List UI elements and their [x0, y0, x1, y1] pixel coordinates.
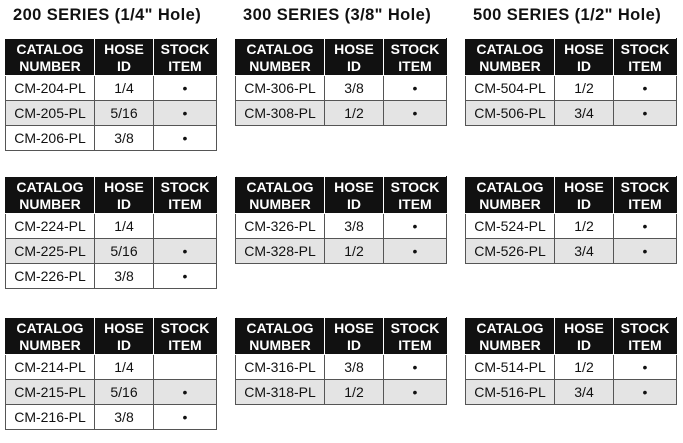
header-line: ITEM [168, 336, 202, 353]
catalog-number-cell: CM-316-PL [236, 355, 325, 380]
header-line: HOSE [334, 319, 374, 336]
table-header-row [236, 177, 447, 214]
catalog-number-cell: CM-504-PL [466, 76, 555, 101]
header-line: ID [577, 57, 591, 74]
header-line: STOCK [160, 178, 210, 195]
header-hose-id [555, 39, 614, 76]
header-stock-item [614, 318, 677, 355]
catalog-number-cell: CM-524-PL [466, 214, 555, 239]
catalog-table [235, 317, 447, 405]
header-line: ITEM [628, 336, 662, 353]
table-row [236, 380, 447, 405]
header-line: ITEM [398, 57, 432, 74]
header-line: HOSE [104, 40, 144, 57]
header-line: NUMBER [19, 195, 81, 212]
header-hose-id [555, 318, 614, 355]
catalog-number-cell: CM-326-PL [236, 214, 325, 239]
header-catalog-number [6, 177, 95, 214]
header-line: ITEM [168, 57, 202, 74]
catalog-number-cell: CM-516-PL [466, 380, 555, 405]
stock-item-cell: • [384, 239, 447, 264]
table-header-row [466, 39, 677, 76]
header-line: CATALOG [476, 40, 544, 57]
stock-item-cell: • [154, 101, 217, 126]
header-line: ID [117, 336, 131, 353]
catalog-table [5, 317, 217, 430]
table-row [236, 101, 447, 126]
hose-id-cell: 3/8 [325, 214, 384, 239]
header-hose-id [325, 177, 384, 214]
catalog-number-cell: CM-216-PL [6, 405, 95, 430]
table-header-row [466, 177, 677, 214]
table-header-row [466, 318, 677, 355]
series-title-500: 500 SERIES (1/2" Hole) [473, 6, 662, 24]
hose-id-cell: 5/16 [95, 239, 154, 264]
table-header-row [236, 39, 447, 76]
stock-item-cell: • [154, 264, 217, 289]
header-line: ID [117, 57, 131, 74]
header-line: STOCK [160, 40, 210, 57]
header-stock-item [384, 318, 447, 355]
table-row [236, 355, 447, 380]
hose-id-cell: 3/8 [95, 405, 154, 430]
header-hose-id [325, 39, 384, 76]
header-catalog-number [466, 318, 555, 355]
header-line: ID [347, 57, 361, 74]
stock-item-cell: • [614, 380, 677, 405]
header-line: NUMBER [19, 57, 81, 74]
header-stock-item [154, 177, 217, 214]
header-line: HOSE [104, 319, 144, 336]
catalog-number-cell: CM-514-PL [466, 355, 555, 380]
header-line: ID [577, 336, 591, 353]
table-row [6, 101, 217, 126]
catalog-table [5, 38, 217, 151]
table-row [236, 76, 447, 101]
header-hose-id [95, 177, 154, 214]
table-row [6, 76, 217, 101]
stock-item-cell: • [614, 239, 677, 264]
header-stock-item [614, 177, 677, 214]
hose-id-cell: 1/2 [555, 355, 614, 380]
header-line: STOCK [620, 40, 670, 57]
header-line: CATALOG [16, 178, 84, 195]
stock-item-cell [154, 214, 217, 239]
header-line: STOCK [390, 319, 440, 336]
header-stock-item [154, 318, 217, 355]
table-header-row [6, 177, 217, 214]
table-row [466, 355, 677, 380]
hose-id-cell: 5/16 [95, 101, 154, 126]
table-row [6, 214, 217, 239]
stock-item-cell: • [154, 126, 217, 151]
stock-item-cell: • [384, 101, 447, 126]
header-line: STOCK [390, 40, 440, 57]
stock-item-cell: • [384, 76, 447, 101]
header-line: ID [347, 195, 361, 212]
hose-id-cell: 5/16 [95, 380, 154, 405]
table-header-row [6, 39, 217, 76]
header-catalog-number [236, 39, 325, 76]
header-catalog-number [466, 177, 555, 214]
stock-item-cell: • [614, 355, 677, 380]
header-catalog-number [466, 39, 555, 76]
header-line: NUMBER [479, 336, 541, 353]
table-row [6, 126, 217, 151]
stock-item-cell: • [614, 76, 677, 101]
table-row [6, 405, 217, 430]
stock-item-cell: • [154, 239, 217, 264]
header-hose-id [95, 39, 154, 76]
header-stock-item [614, 39, 677, 76]
stock-item-cell: • [384, 355, 447, 380]
catalog-number-cell: CM-526-PL [466, 239, 555, 264]
header-line: ID [347, 336, 361, 353]
stock-item-cell: • [384, 380, 447, 405]
header-line: STOCK [620, 319, 670, 336]
header-line: STOCK [620, 178, 670, 195]
catalog-table [5, 176, 217, 289]
hose-id-cell: 3/8 [325, 76, 384, 101]
hose-id-cell: 3/8 [95, 126, 154, 151]
hose-id-cell: 1/4 [95, 355, 154, 380]
header-line: CATALOG [246, 319, 314, 336]
stock-item-cell: • [154, 405, 217, 430]
header-line: CATALOG [476, 319, 544, 336]
catalog-number-cell: CM-306-PL [236, 76, 325, 101]
table-row [466, 214, 677, 239]
header-stock-item [384, 177, 447, 214]
header-line: HOSE [104, 178, 144, 195]
catalog-number-cell: CM-308-PL [236, 101, 325, 126]
table-row [236, 239, 447, 264]
header-line: HOSE [334, 40, 374, 57]
stock-item-cell: • [154, 76, 217, 101]
header-line: NUMBER [19, 336, 81, 353]
header-line: HOSE [564, 319, 604, 336]
hose-id-cell: 3/4 [555, 101, 614, 126]
hose-id-cell: 3/4 [555, 380, 614, 405]
header-line: HOSE [334, 178, 374, 195]
header-line: NUMBER [249, 195, 311, 212]
table-row [6, 355, 217, 380]
header-line: STOCK [160, 319, 210, 336]
header-line: ITEM [628, 57, 662, 74]
header-hose-id [95, 318, 154, 355]
hose-id-cell: 1/4 [95, 76, 154, 101]
catalog-number-cell: CM-206-PL [6, 126, 95, 151]
hose-id-cell: 1/4 [95, 214, 154, 239]
header-catalog-number [236, 177, 325, 214]
header-line: ITEM [628, 195, 662, 212]
table-row [6, 380, 217, 405]
header-line: CATALOG [246, 178, 314, 195]
catalog-number-cell: CM-506-PL [466, 101, 555, 126]
header-line: CATALOG [476, 178, 544, 195]
header-line: ITEM [168, 195, 202, 212]
table-row [466, 239, 677, 264]
header-stock-item [384, 39, 447, 76]
header-line: STOCK [390, 178, 440, 195]
stock-item-cell [154, 355, 217, 380]
catalog-number-cell: CM-215-PL [6, 380, 95, 405]
table-header-row [6, 318, 217, 355]
hose-id-cell: 3/8 [325, 355, 384, 380]
header-line: ID [577, 195, 591, 212]
table-row [466, 380, 677, 405]
header-line: CATALOG [16, 40, 84, 57]
header-catalog-number [6, 318, 95, 355]
series-title-200: 200 SERIES (1/4" Hole) [13, 6, 202, 24]
catalog-number-cell: CM-225-PL [6, 239, 95, 264]
header-catalog-number [6, 39, 95, 76]
table-row [466, 76, 677, 101]
header-line: CATALOG [16, 319, 84, 336]
catalog-number-cell: CM-205-PL [6, 101, 95, 126]
catalog-number-cell: CM-214-PL [6, 355, 95, 380]
catalog-number-cell: CM-318-PL [236, 380, 325, 405]
header-catalog-number [236, 318, 325, 355]
header-line: NUMBER [249, 336, 311, 353]
catalog-table [235, 176, 447, 264]
catalog-number-cell: CM-204-PL [6, 76, 95, 101]
catalog-number-cell: CM-226-PL [6, 264, 95, 289]
stock-item-cell: • [384, 214, 447, 239]
hose-id-cell: 1/2 [325, 239, 384, 264]
hose-id-cell: 1/2 [325, 380, 384, 405]
table-row [6, 239, 217, 264]
header-line: NUMBER [249, 57, 311, 74]
header-line: NUMBER [479, 195, 541, 212]
stock-item-cell: • [614, 214, 677, 239]
header-line: NUMBER [479, 57, 541, 74]
catalog-number-cell: CM-224-PL [6, 214, 95, 239]
hose-id-cell: 1/2 [555, 214, 614, 239]
catalog-table [235, 38, 447, 126]
hose-id-cell: 3/8 [95, 264, 154, 289]
header-line: CATALOG [246, 40, 314, 57]
header-line: ITEM [398, 195, 432, 212]
series-title-300: 300 SERIES (3/8" Hole) [243, 6, 432, 24]
header-line: ID [117, 195, 131, 212]
header-stock-item [154, 39, 217, 76]
header-line: HOSE [564, 178, 604, 195]
stock-item-cell: • [154, 380, 217, 405]
catalog-table [465, 38, 677, 126]
table-header-row [236, 318, 447, 355]
table-row [466, 101, 677, 126]
hose-id-cell: 1/2 [325, 101, 384, 126]
hose-id-cell: 3/4 [555, 239, 614, 264]
catalog-table [465, 176, 677, 264]
table-row [236, 214, 447, 239]
header-hose-id [325, 318, 384, 355]
catalog-table [465, 317, 677, 405]
stock-item-cell: • [614, 101, 677, 126]
header-line: HOSE [564, 40, 604, 57]
catalog-number-cell: CM-328-PL [236, 239, 325, 264]
header-line: ITEM [398, 336, 432, 353]
hose-id-cell: 1/2 [555, 76, 614, 101]
header-hose-id [555, 177, 614, 214]
table-row [6, 264, 217, 289]
